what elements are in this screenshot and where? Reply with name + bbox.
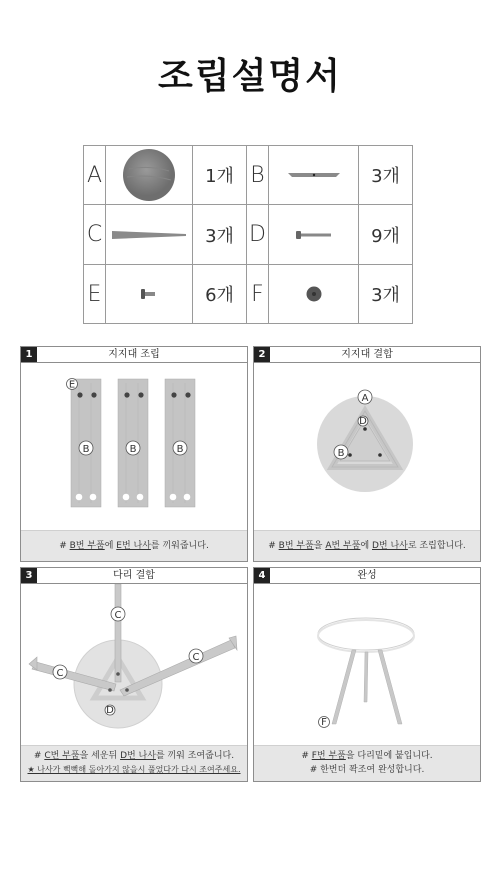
e-label: E bbox=[68, 379, 76, 391]
leg-icon bbox=[106, 205, 193, 265]
step-3-caption: # C번 부품을 세운뒤 D번 나사를 끼워 조여줍니다. ★ 나사가 뻑뻑해 돌아가지 않을시 풀었다가 다시 조여주세요. bbox=[21, 745, 247, 781]
part-qty-f: 3개 bbox=[359, 265, 413, 324]
page-title: 조립설명서 bbox=[158, 56, 342, 97]
step-4-panel bbox=[253, 567, 481, 782]
part-letter-f: F bbox=[247, 265, 269, 324]
step-3-note: ★ 나사가 뻑뻑해 돌아가지 않을시 풀었다가 다시 조여주세요. bbox=[27, 765, 241, 774]
parts-table bbox=[83, 145, 413, 324]
part-letter-e: E bbox=[84, 265, 106, 324]
step-3-illustration bbox=[21, 584, 247, 744]
part-qty-b: 3개 bbox=[359, 146, 413, 205]
d-label: D bbox=[359, 416, 367, 427]
support-bar-icon bbox=[269, 146, 359, 205]
step-3-title: 다리 결합 bbox=[113, 570, 155, 581]
step-4-header bbox=[254, 568, 480, 584]
step-4-illustration bbox=[254, 584, 480, 744]
part-qty-d: 9개 bbox=[359, 205, 413, 265]
round-tabletop-icon bbox=[106, 146, 193, 205]
step-1-panel bbox=[20, 346, 248, 562]
step-2-caption: # B번 부품을 A번 부품에 D번 나사로 조립합니다. bbox=[254, 530, 480, 561]
part-qty-c: 3개 bbox=[193, 205, 247, 265]
c-label-2: C bbox=[56, 668, 64, 679]
step-1-illustration bbox=[21, 363, 247, 528]
step-2-header bbox=[254, 347, 480, 363]
part-letter-c: C bbox=[84, 205, 106, 265]
part-letter-d: D bbox=[247, 205, 269, 265]
b-label-2: B bbox=[129, 444, 137, 455]
step-2-panel bbox=[253, 346, 481, 562]
part-letter-a: A bbox=[84, 146, 106, 205]
part-qty-e: 6개 bbox=[193, 265, 247, 324]
b-label-1: B bbox=[82, 444, 90, 455]
step-3-panel bbox=[20, 567, 248, 782]
step-4-line2: # 한번더 꽉조여 완성합니다. bbox=[309, 765, 425, 775]
step-1-header bbox=[21, 347, 247, 363]
short-screw-icon bbox=[106, 265, 193, 324]
step-4-title: 완성 bbox=[357, 570, 377, 581]
long-screw-icon bbox=[269, 205, 359, 265]
foot-pad-icon bbox=[269, 265, 359, 324]
step-2-illustration bbox=[254, 363, 480, 528]
part-qty-a: 1개 bbox=[193, 146, 247, 205]
a-label: A bbox=[361, 393, 369, 404]
step-2-number: 2 bbox=[254, 347, 270, 362]
b-label: B bbox=[337, 448, 345, 459]
c-label-3: C bbox=[192, 652, 200, 663]
b-label-3: B bbox=[176, 444, 184, 455]
step-1-title: 지지대 조립 bbox=[108, 349, 160, 360]
d-label: D bbox=[106, 705, 114, 716]
f-label: F bbox=[321, 717, 327, 728]
step-3-header bbox=[21, 568, 247, 584]
step-4-number: 4 bbox=[254, 568, 270, 583]
step-4-caption: # F번 부품을 다리밑에 붙입니다. # 한번더 꽉조여 완성합니다. bbox=[254, 745, 480, 781]
step-1-caption: # B번 부품에 E번 나사를 끼워줍니다. bbox=[21, 530, 247, 561]
step-2-title: 지지대 결합 bbox=[341, 349, 393, 360]
step-3-number: 3 bbox=[21, 568, 37, 583]
step-1-number: 1 bbox=[21, 347, 37, 362]
c-label-1: C bbox=[114, 610, 122, 621]
part-letter-b: B bbox=[247, 146, 269, 205]
